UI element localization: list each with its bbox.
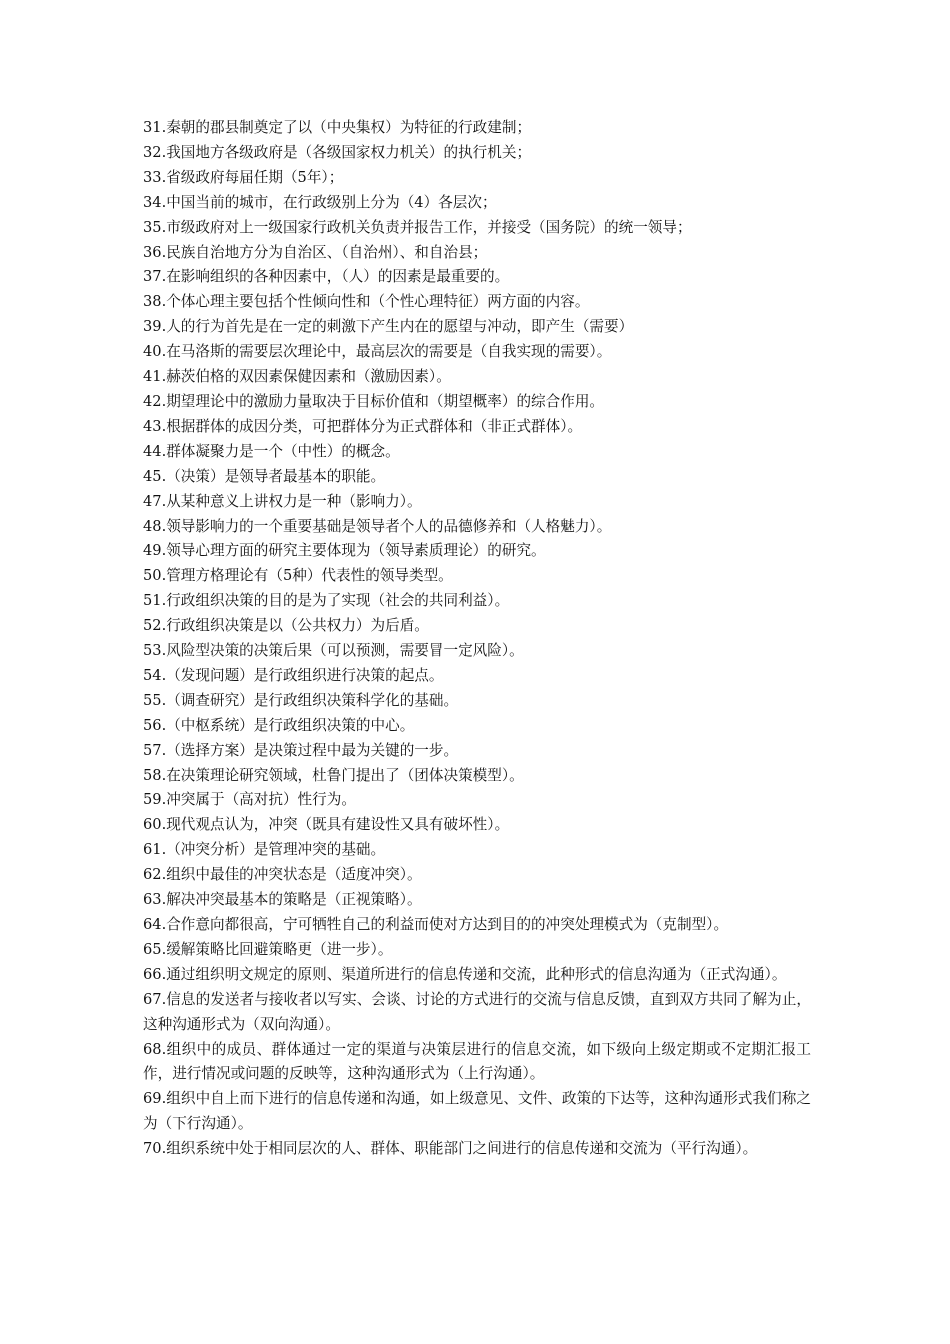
- list-item: 68.组织中的成员、群体通过一定的渠道与决策层进行的信息交流，如下级向上级定期或不定期汇报工作，进行情况或问题的反映等，这种沟通形式为（上行沟通）。: [143, 1040, 811, 1083]
- list-item: 70.组织系统中处于相同层次的人、群体、职能部门之间进行的信息传递和交流为（平行沟通）。: [143, 1140, 758, 1158]
- list-item: 60.现代观点认为，冲突（既具有建设性又具有破坏性）。: [143, 816, 510, 834]
- list-item: 51.行政组织决策的目的是为了实现（社会的共同利益）。: [143, 592, 510, 610]
- list-item: 36.民族自治地方分为自治区、（自治州）、和自治县；: [143, 243, 488, 261]
- list-item: 43.根据群体的成因分类，可把群体分为正式群体和（非正式群体）。: [143, 417, 583, 435]
- list-item: 63.解决冲突最基本的策略是（正视策略）。: [143, 891, 422, 909]
- list-item: 65.缓解策略比回避策略更（进一步）。: [143, 940, 393, 958]
- list-item: 67.信息的发送者与接收者以写实、会谈、讨论的方式进行的交流与信息反馈，直到双方共同了解为止，这种沟通形式为（双向沟通）。: [143, 990, 811, 1033]
- list-item: 61.（冲突分析）是管理冲突的基础。: [143, 841, 386, 859]
- list-item: 49.领导心理方面的研究主要体现为（领导素质理论）的研究。: [143, 542, 546, 560]
- list-item: 34.中国当前的城市，在行政级别上分为（4）各层次；: [143, 193, 497, 211]
- list-item: 58.在决策理论研究领域，杜鲁门提出了（团体决策模型）。: [143, 766, 524, 784]
- list-item: 69.组织中自上而下进行的信息传递和沟通，如上级意见、文件、政策的下达等，这种沟通形式我们称之为（下行沟通）。: [143, 1090, 811, 1133]
- list-item: 62.组织中最佳的冲突状态是（适度冲突）。: [143, 866, 422, 884]
- list-item: 32.我国地方各级政府是（各级国家权力机关）的执行机关；: [143, 143, 532, 161]
- list-item: 41.赫茨伯格的双因素保健因素和（激励因素）。: [143, 368, 451, 386]
- list-item: 50.管理方格理论有（5种）代表性的领导类型。: [143, 567, 453, 585]
- list-item: 66.通过组织明文规定的原则、渠道所进行的信息传递和交流，此种形式的信息沟通为（正式沟通）。: [143, 965, 787, 983]
- list-item: 39.人的行为首先是在一定的刺激下产生内在的愿望与冲动，即产生（需要）: [143, 318, 634, 336]
- list-item: 44.群体凝聚力是一个（中性）的概念。: [143, 442, 400, 460]
- list-item: 31.秦朝的郡县制奠定了以（中央集权）为特征的行政建制；: [143, 119, 532, 136]
- list-item: 57.（选择方案）是决策过程中最为关键的一步。: [143, 741, 459, 759]
- list-item: 42.期望理论中的激励力量取决于目标价值和（期望概率）的综合作用。: [143, 392, 605, 410]
- list-item: 64.合作意向都很高，宁可牺牲自己的利益而使对方达到目的的冲突处理模式为（克制型）。: [143, 916, 729, 933]
- document-body: [143, 116, 811, 1162]
- list-item: 45.（决策）是领导者最基本的职能。: [143, 467, 386, 485]
- list-item: 54.（发现问题）是行政组织进行决策的起点。: [143, 666, 444, 684]
- list-item: 55.（调查研究）是行政组织决策科学化的基础。: [143, 691, 459, 709]
- list-item: 52.行政组织决策是以（公共权力）为后盾。: [143, 617, 429, 635]
- list-item: 37.在影响组织的各种因素中，（人）的因素是最重要的。: [143, 268, 510, 286]
- list-item: 38.个体心理主要包括个性倾向性和（个性心理特征）两方面的内容。: [143, 293, 590, 311]
- list-item: 35.市级政府对上一级国家行政机关负责并报告工作，并接受（国务院）的统一领导；: [143, 218, 692, 236]
- list-item: 47.从某种意义上讲权力是一种（影响力）。: [143, 492, 422, 510]
- list-item: 48.领导影响力的一个重要基础是领导者个人的品德修养和（人格魅力）。: [143, 517, 612, 535]
- list-item: 56.（中枢系统）是行政组织决策的中心。: [143, 716, 415, 734]
- list-item: 59.冲突属于（高对抗）性行为。: [143, 791, 356, 809]
- list-item: 53.风险型决策的决策后果（可以预测，需要冒一定风险）。: [143, 642, 524, 660]
- list-item: 40.在马洛斯的需要层次理论中，最高层次的需要是（自我实现的需要）。: [143, 343, 612, 361]
- list-item: 33.省级政府每届任期（5年）；: [143, 168, 344, 186]
